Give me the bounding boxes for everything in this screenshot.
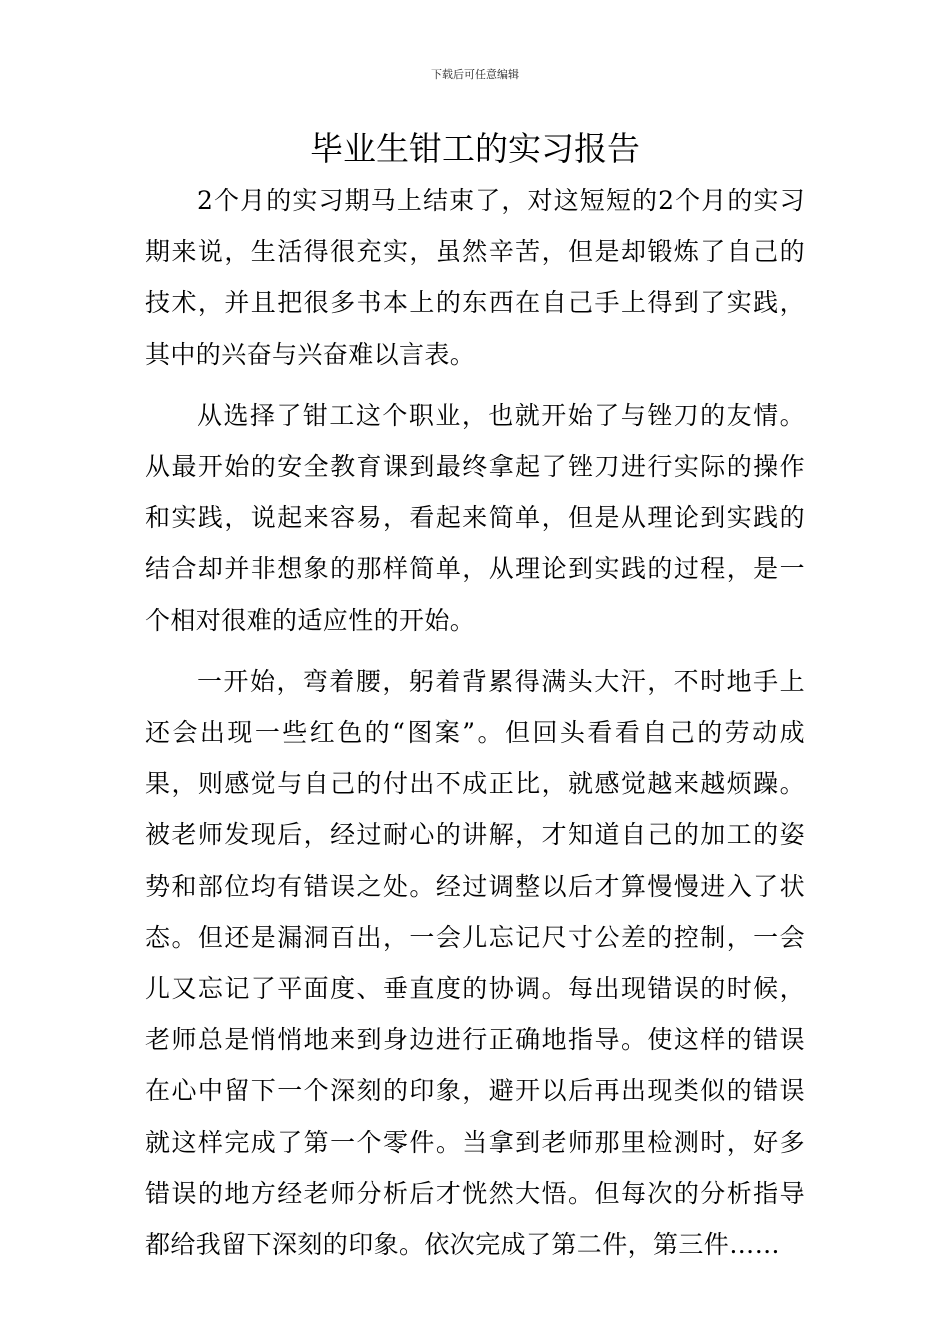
- paragraph: 一开始，弯着腰，躬着背累得满头大汗，不时地手上还会出现一些红色的“图案”。但回头看看自己的劳动成果，则感觉与自己的付出不成正比，就感觉越来越烦躁。被老师发现后，经过耐心的讲解，才知道自己的加工的姿势和部位均有错误之处。经过调整以后才算慢慢进入了状态。但还是漏洞百出，一会儿忘记尺寸公差的控制，一会儿又忘记了平面度、垂直度的协调。每出现错误的时候，老师总是悄悄地来到身边进行正确地指导。使这样的错误在心中留下一个深刻的印象，避开以后再出现类似的错误就这样完成了第一个零件。当拿到老师那里检测时，好多错误的地方经老师分析后才恍然大悟。但每次的分析指导都给我留下深刻的印象。依次完成了第二件，第三件……: [145, 666, 805, 1260]
- document-body: [145, 175, 805, 1280]
- document-title: 毕业生钳工的实习报告: [310, 129, 640, 168]
- header-note: 下载后可任意编辑: [431, 68, 519, 81]
- paragraph: 2个月的实习期马上结束了，对这短短的2个月的实习期来说，生活得很充实，虽然辛苦，但是却锻炼了自己的技术，并且把很多书本上的东西在自己手上得到了实践，其中的兴奋与兴奋难以言表。: [145, 186, 805, 369]
- paragraph: 从选择了钳工这个职业，也就开始了与锉刀的友情。从最开始的安全教育课到最终拿起了锉刀进行实际的操作和实践，说起来容易，看起来简单，但是从理论到实践的结合却并非想象的那样简单，从理论到实践的过程，是一个相对很难的适应性的开始。: [145, 400, 805, 635]
